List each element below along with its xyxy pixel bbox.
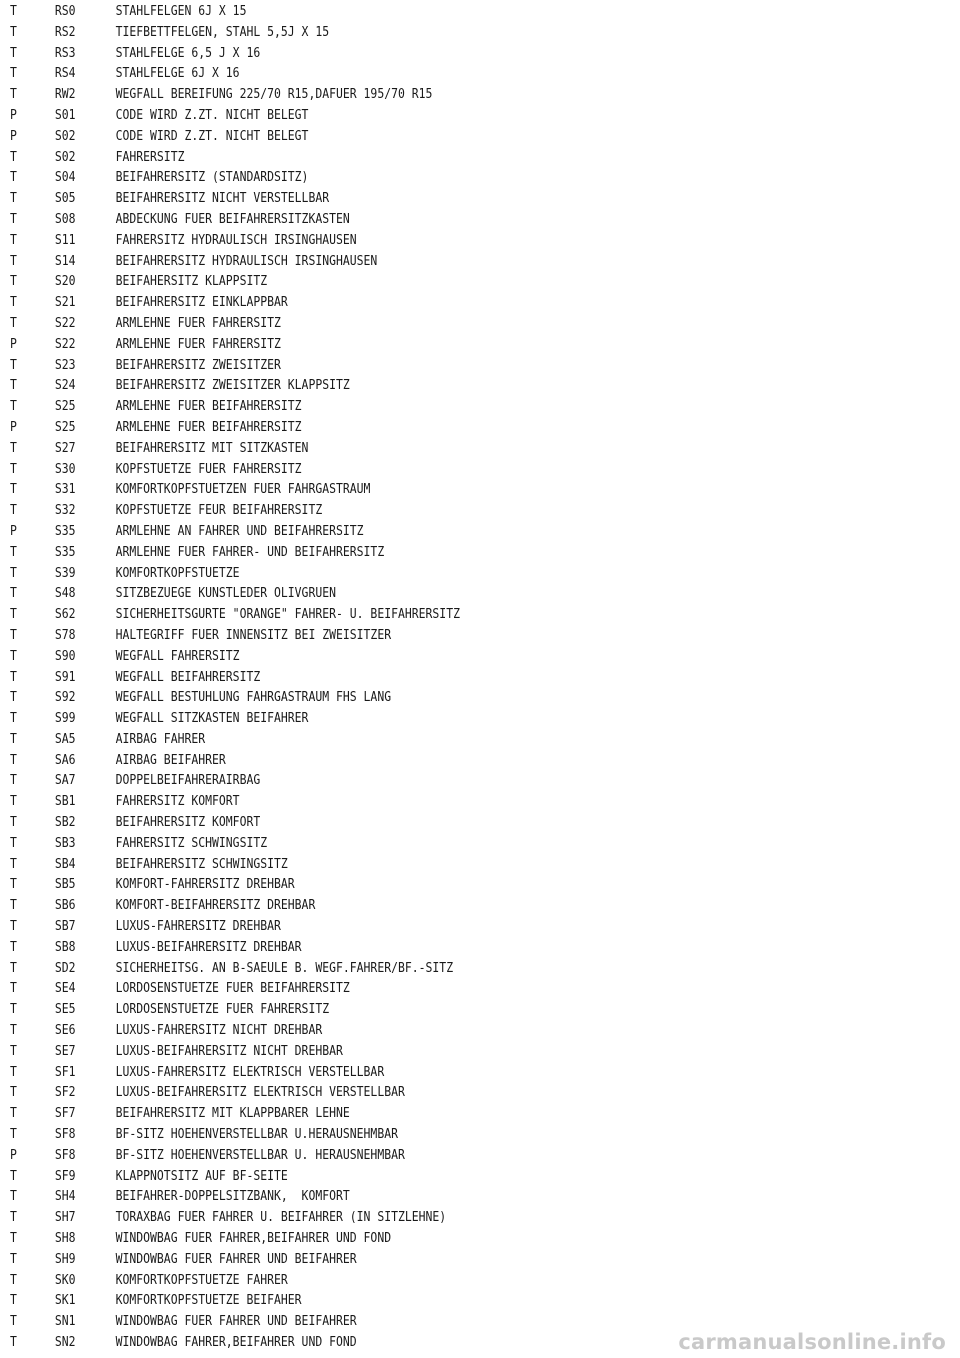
code-description: KOMFORTKOPFSTUETZEN FUER FAHRGASTRAUM (115, 482, 371, 498)
code-description: LUXUS-FAHRERSITZ NICHT DREHBAR (115, 1023, 323, 1039)
code-type: T (10, 773, 17, 789)
code-description: LUXUS-FAHRERSITZ ELEKTRISCH VERSTELLBAR (115, 1064, 385, 1080)
code-type: T (10, 794, 17, 810)
option-code: SB6 (54, 898, 76, 914)
code-type: T (10, 1085, 17, 1101)
code-type: T (10, 1272, 17, 1288)
option-code: S11 (54, 232, 76, 248)
code-row (10, 127, 837, 148)
code-row (10, 1208, 837, 1229)
option-code: SH7 (54, 1210, 76, 1226)
code-description: LUXUS-BEIFAHRERSITZ ELEKTRISCH VERSTELLBAR (115, 1085, 405, 1101)
option-code: SB2 (54, 815, 76, 831)
code-row (10, 626, 837, 647)
option-code: S25 (54, 419, 76, 435)
option-code: S04 (54, 170, 76, 186)
code-type: T (10, 1335, 17, 1350)
option-code: S05 (54, 191, 76, 207)
code-type: T (10, 45, 17, 61)
code-row (10, 792, 837, 813)
option-code: S25 (54, 399, 76, 415)
code-row (10, 543, 837, 564)
option-code: SH9 (54, 1251, 76, 1267)
code-row (10, 439, 837, 460)
code-type: T (10, 1210, 17, 1226)
code-type: T (10, 1189, 17, 1205)
code-description: BEIFAHRERSITZ MIT KLAPPBARER LEHNE (115, 1106, 350, 1122)
code-type: T (10, 461, 17, 477)
code-description: BEIFAHRERSITZ ZWEISITZER (115, 357, 281, 373)
option-code: RS0 (54, 4, 76, 19)
option-code: SF9 (54, 1168, 76, 1184)
option-code: SF8 (54, 1147, 76, 1163)
code-description: CODE WIRD Z.ZT. NICHT BELEGT (115, 128, 309, 144)
code-type: T (10, 544, 17, 560)
code-description: KOPFSTUETZE FEUR BEIFAHRERSITZ (115, 503, 323, 519)
code-description: WINDOWBAG FUER FAHRER,BEIFAHRER UND FOND (115, 1231, 392, 1247)
option-code: SD2 (54, 960, 76, 976)
code-description: BEIFAHRERSITZ ZWEISITZER KLAPPSITZ (115, 378, 350, 394)
code-description: ARMLEHNE FUER FAHRER- UND BEIFAHRERSITZ (115, 544, 385, 560)
code-type: T (10, 1293, 17, 1309)
code-type: T (10, 711, 17, 727)
code-row (10, 501, 837, 522)
code-type: T (10, 1231, 17, 1247)
code-description: BEIFAHERSITZ KLAPPSITZ (115, 274, 268, 290)
option-code: RS4 (54, 66, 76, 82)
code-description: SICHERHEITSG. AN B-SAEULE B. WEGF.FAHRER/BF.-SITZ (115, 960, 454, 976)
code-description: KOPFSTUETZE FUER FAHRERSITZ (115, 461, 302, 477)
option-code: SF8 (54, 1127, 76, 1143)
code-description: BEIFAHRERSITZ SCHWINGSITZ (115, 856, 288, 872)
code-type: T (10, 482, 17, 498)
code-type: T (10, 1314, 17, 1330)
code-row (10, 1146, 837, 1167)
code-row (10, 23, 837, 44)
code-description: LUXUS-FAHRERSITZ DREHBAR (115, 919, 281, 935)
code-row (10, 210, 837, 231)
code-row (10, 356, 837, 377)
code-description: AIRBAG BEIFAHRER (115, 752, 226, 768)
option-code: SE5 (54, 1002, 76, 1018)
code-type: T (10, 4, 17, 19)
code-type: T (10, 274, 17, 290)
code-type: T (10, 1251, 17, 1267)
code-type: T (10, 315, 17, 331)
code-type: T (10, 1002, 17, 1018)
code-row (10, 959, 837, 980)
option-code: S99 (54, 711, 76, 727)
code-description: BF-SITZ HOEHENVERSTELLBAR U.HERAUSNEHMBAR (115, 1127, 398, 1143)
code-description: WINDOWBAG FUER FAHRER UND BEIFAHRER (115, 1251, 357, 1267)
code-description: FAHRERSITZ SCHWINGSITZ (115, 835, 268, 851)
option-code: SB3 (54, 835, 76, 851)
code-row (10, 397, 837, 418)
option-code: SE7 (54, 1043, 76, 1059)
code-row (10, 522, 837, 543)
code-type: T (10, 939, 17, 955)
code-row (10, 1104, 837, 1125)
code-type: T (10, 669, 17, 685)
code-type: T (10, 399, 17, 415)
code-type: T (10, 378, 17, 394)
code-description: ARMLEHNE FUER BEIFAHRERSITZ (115, 399, 302, 415)
option-code: SF7 (54, 1106, 76, 1122)
option-code: S62 (54, 607, 76, 623)
code-type: T (10, 1106, 17, 1122)
code-type: T (10, 586, 17, 602)
code-row (10, 1000, 837, 1021)
code-description: FAHRERSITZ (115, 149, 185, 165)
code-type: P (10, 523, 17, 539)
code-type: T (10, 960, 17, 976)
option-code: S32 (54, 503, 76, 519)
code-description: FAHRERSITZ KOMFORT (115, 794, 240, 810)
code-row (10, 1042, 837, 1063)
option-code: SH4 (54, 1189, 76, 1205)
option-code: RW2 (54, 87, 76, 103)
code-type: T (10, 357, 17, 373)
code-description: ARMLEHNE FUER FAHRERSITZ (115, 315, 281, 331)
code-row (10, 813, 837, 834)
code-description: KOMFORTKOPFSTUETZE BEIFAHER (115, 1293, 302, 1309)
code-description: AIRBAG FAHRER (115, 731, 206, 747)
code-type: T (10, 232, 17, 248)
code-type: T (10, 1064, 17, 1080)
code-row (10, 605, 837, 626)
code-description: STAHLFELGE 6,5 J X 16 (115, 45, 261, 61)
code-type: P (10, 1147, 17, 1163)
option-code: S08 (54, 211, 76, 227)
code-description: ABDECKUNG FUER BEIFAHRERSITZKASTEN (115, 211, 350, 227)
option-code: S91 (54, 669, 76, 685)
code-type: T (10, 648, 17, 664)
code-type: T (10, 170, 17, 186)
code-row (10, 1021, 837, 1042)
code-type: T (10, 877, 17, 893)
code-row (10, 1187, 837, 1208)
code-row (10, 855, 837, 876)
code-description: BEIFAHRERSITZ EINKLAPPBAR (115, 295, 288, 311)
code-row (10, 418, 837, 439)
code-row (10, 564, 837, 585)
code-row (10, 44, 837, 65)
option-code: S48 (54, 586, 76, 602)
option-code: SA5 (54, 731, 76, 747)
code-type: T (10, 440, 17, 456)
code-description: BEIFAHRERSITZ HYDRAULISCH IRSINGHAUSEN (115, 253, 378, 269)
code-type: T (10, 898, 17, 914)
option-code: SF1 (54, 1064, 76, 1080)
code-type: T (10, 731, 17, 747)
option-code: S20 (54, 274, 76, 290)
code-type: T (10, 191, 17, 207)
code-row (10, 584, 837, 605)
code-type: T (10, 66, 17, 82)
code-description: KOMFORT-BEIFAHRERSITZ DREHBAR (115, 898, 316, 914)
code-row (10, 85, 837, 106)
code-row (10, 688, 837, 709)
code-type: P (10, 107, 17, 123)
option-code: S23 (54, 357, 76, 373)
code-row (10, 896, 837, 917)
option-code: S90 (54, 648, 76, 664)
option-code: SK1 (54, 1293, 76, 1309)
code-description: STAHLFELGE 6J X 16 (115, 66, 240, 82)
code-type: P (10, 128, 17, 144)
code-description: WEGFALL BESTUHLUNG FAHRGASTRAUM FHS LANG (115, 690, 392, 706)
code-row (10, 1229, 837, 1250)
option-code: S02 (54, 149, 76, 165)
code-row (10, 1125, 837, 1146)
code-description: HALTEGRIFF FUER INNENSITZ BEI ZWEISITZER (115, 627, 392, 643)
code-type: T (10, 981, 17, 997)
code-description: WEGFALL SITZKASTEN BEIFAHRER (115, 711, 309, 727)
code-description: KLAPPNOTSITZ AUF BF-SEITE (115, 1168, 288, 1184)
code-row (10, 979, 837, 1000)
code-row (10, 272, 837, 293)
code-type: T (10, 919, 17, 935)
code-description: LORDOSENSTUETZE FUER FAHRERSITZ (115, 1002, 330, 1018)
option-code: SF2 (54, 1085, 76, 1101)
code-description: SITZBEZUEGE KUNSTLEDER OLIVGRUEN (115, 586, 336, 602)
code-row (10, 64, 837, 85)
option-code: S21 (54, 295, 76, 311)
code-row (10, 314, 837, 335)
option-code: SE6 (54, 1023, 76, 1039)
code-type: T (10, 752, 17, 768)
code-description: FAHRERSITZ HYDRAULISCH IRSINGHAUSEN (115, 232, 357, 248)
code-row (10, 189, 837, 210)
code-description: KOMFORTKOPFSTUETZE (115, 565, 240, 581)
option-code: S27 (54, 440, 76, 456)
option-code: S31 (54, 482, 76, 498)
option-code: S24 (54, 378, 76, 394)
option-code: SB8 (54, 939, 76, 955)
code-type: T (10, 815, 17, 831)
option-code: S39 (54, 565, 76, 581)
code-row (10, 730, 837, 751)
code-row (10, 917, 837, 938)
option-code: S35 (54, 523, 76, 539)
option-code: S02 (54, 128, 76, 144)
code-description: WEGFALL BEIFAHRERSITZ (115, 669, 261, 685)
code-row (10, 1063, 837, 1084)
code-row (10, 168, 837, 189)
code-description: KOMFORT-FAHRERSITZ DREHBAR (115, 877, 295, 893)
code-type: T (10, 503, 17, 519)
option-code: S14 (54, 253, 76, 269)
code-type: T (10, 253, 17, 269)
code-type: T (10, 690, 17, 706)
code-type: T (10, 835, 17, 851)
code-description: STAHLFELGEN 6J X 15 (115, 4, 247, 19)
option-code: SB1 (54, 794, 76, 810)
code-type: T (10, 211, 17, 227)
option-code: SB5 (54, 877, 76, 893)
code-type: T (10, 627, 17, 643)
code-type: T (10, 1023, 17, 1039)
watermark: carmanualsonline.info (678, 1330, 946, 1354)
code-description: SICHERHEITSGURTE "ORANGE" FAHRER- U. BEIFAHRERSITZ (115, 607, 460, 623)
code-description: TIEFBETTFELGEN, STAHL 5,5J X 15 (115, 24, 330, 40)
code-type: P (10, 419, 17, 435)
code-description: BEIFAHRERSITZ KOMFORT (115, 815, 261, 831)
code-type: T (10, 1168, 17, 1184)
code-row (10, 938, 837, 959)
option-code: RS3 (54, 45, 76, 61)
code-row (10, 106, 837, 127)
code-type: T (10, 149, 17, 165)
code-row (10, 2, 837, 23)
option-code: SA6 (54, 752, 76, 768)
code-type: T (10, 1127, 17, 1143)
option-code: S30 (54, 461, 76, 477)
code-row (10, 668, 837, 689)
code-description: BF-SITZ HOEHENVERSTELLBAR U. HERAUSNEHMBAR (115, 1147, 405, 1163)
option-code: S92 (54, 690, 76, 706)
option-code: SK0 (54, 1272, 76, 1288)
code-description: ARMLEHNE FUER BEIFAHRERSITZ (115, 419, 302, 435)
code-list (10, 2, 950, 1354)
code-description: KOMFORTKOPFSTUETZE FAHRER (115, 1272, 288, 1288)
code-description: WINDOWBAG FUER FAHRER UND BEIFAHRER (115, 1314, 357, 1330)
option-code: RS2 (54, 24, 76, 40)
code-row (10, 460, 837, 481)
code-row (10, 148, 837, 169)
option-code: SB7 (54, 919, 76, 935)
option-code: S22 (54, 315, 76, 331)
option-code: SE4 (54, 981, 76, 997)
code-row (10, 376, 837, 397)
code-row (10, 1083, 837, 1104)
option-code: SB4 (54, 856, 76, 872)
code-description: BEIFAHRER-DOPPELSITZBANK, KOMFORT (115, 1189, 350, 1205)
code-description: ARMLEHNE AN FAHRER UND BEIFAHRERSITZ (115, 523, 364, 539)
code-description: TORAXBAG FUER FAHRER U. BEIFAHRER (IN SITZLEHNE) (115, 1210, 447, 1226)
code-type: T (10, 856, 17, 872)
code-row (10, 647, 837, 668)
option-code: SN2 (54, 1335, 76, 1350)
option-code: SH8 (54, 1231, 76, 1247)
code-description: LUXUS-BEIFAHRERSITZ NICHT DREHBAR (115, 1043, 343, 1059)
code-type: P (10, 336, 17, 352)
code-type: T (10, 1043, 17, 1059)
code-row (10, 252, 837, 273)
code-description: BEIFAHRERSITZ (STANDARDSITZ) (115, 170, 309, 186)
option-code: S22 (54, 336, 76, 352)
code-description: WEGFALL FAHRERSITZ (115, 648, 240, 664)
code-row (10, 1271, 837, 1292)
code-description: ARMLEHNE FUER FAHRERSITZ (115, 336, 281, 352)
code-type: T (10, 24, 17, 40)
option-code: S35 (54, 544, 76, 560)
code-row (10, 231, 837, 252)
code-description: LUXUS-BEIFAHRERSITZ DREHBAR (115, 939, 302, 955)
code-description: CODE WIRD Z.ZT. NICHT BELEGT (115, 107, 309, 123)
code-description: DOPPELBEIFAHRERAIRBAG (115, 773, 261, 789)
code-row (10, 1250, 837, 1271)
code-description: BEIFAHRERSITZ MIT SITZKASTEN (115, 440, 309, 456)
code-type: T (10, 565, 17, 581)
option-code: S78 (54, 627, 76, 643)
code-row (10, 480, 837, 501)
code-row (10, 335, 837, 356)
option-code: SN1 (54, 1314, 76, 1330)
code-description: WEGFALL BEREIFUNG 225/70 R15,DAFUER 195/70 R15 (115, 87, 433, 103)
code-row (10, 771, 837, 792)
code-row (10, 1291, 837, 1312)
code-row (10, 875, 837, 896)
code-row (10, 1167, 837, 1188)
code-row (10, 751, 837, 772)
code-row (10, 834, 837, 855)
code-type: T (10, 607, 17, 623)
code-description: LORDOSENSTUETZE FUER BEIFAHRERSITZ (115, 981, 350, 997)
code-row (10, 709, 837, 730)
code-type: T (10, 295, 17, 311)
option-code: SA7 (54, 773, 76, 789)
code-type: T (10, 87, 17, 103)
code-description: WINDOWBAG FAHRER,BEIFAHRER UND FOND (115, 1335, 357, 1350)
option-code: S01 (54, 107, 76, 123)
code-row (10, 293, 837, 314)
code-description: BEIFAHRERSITZ NICHT VERSTELLBAR (115, 191, 330, 207)
